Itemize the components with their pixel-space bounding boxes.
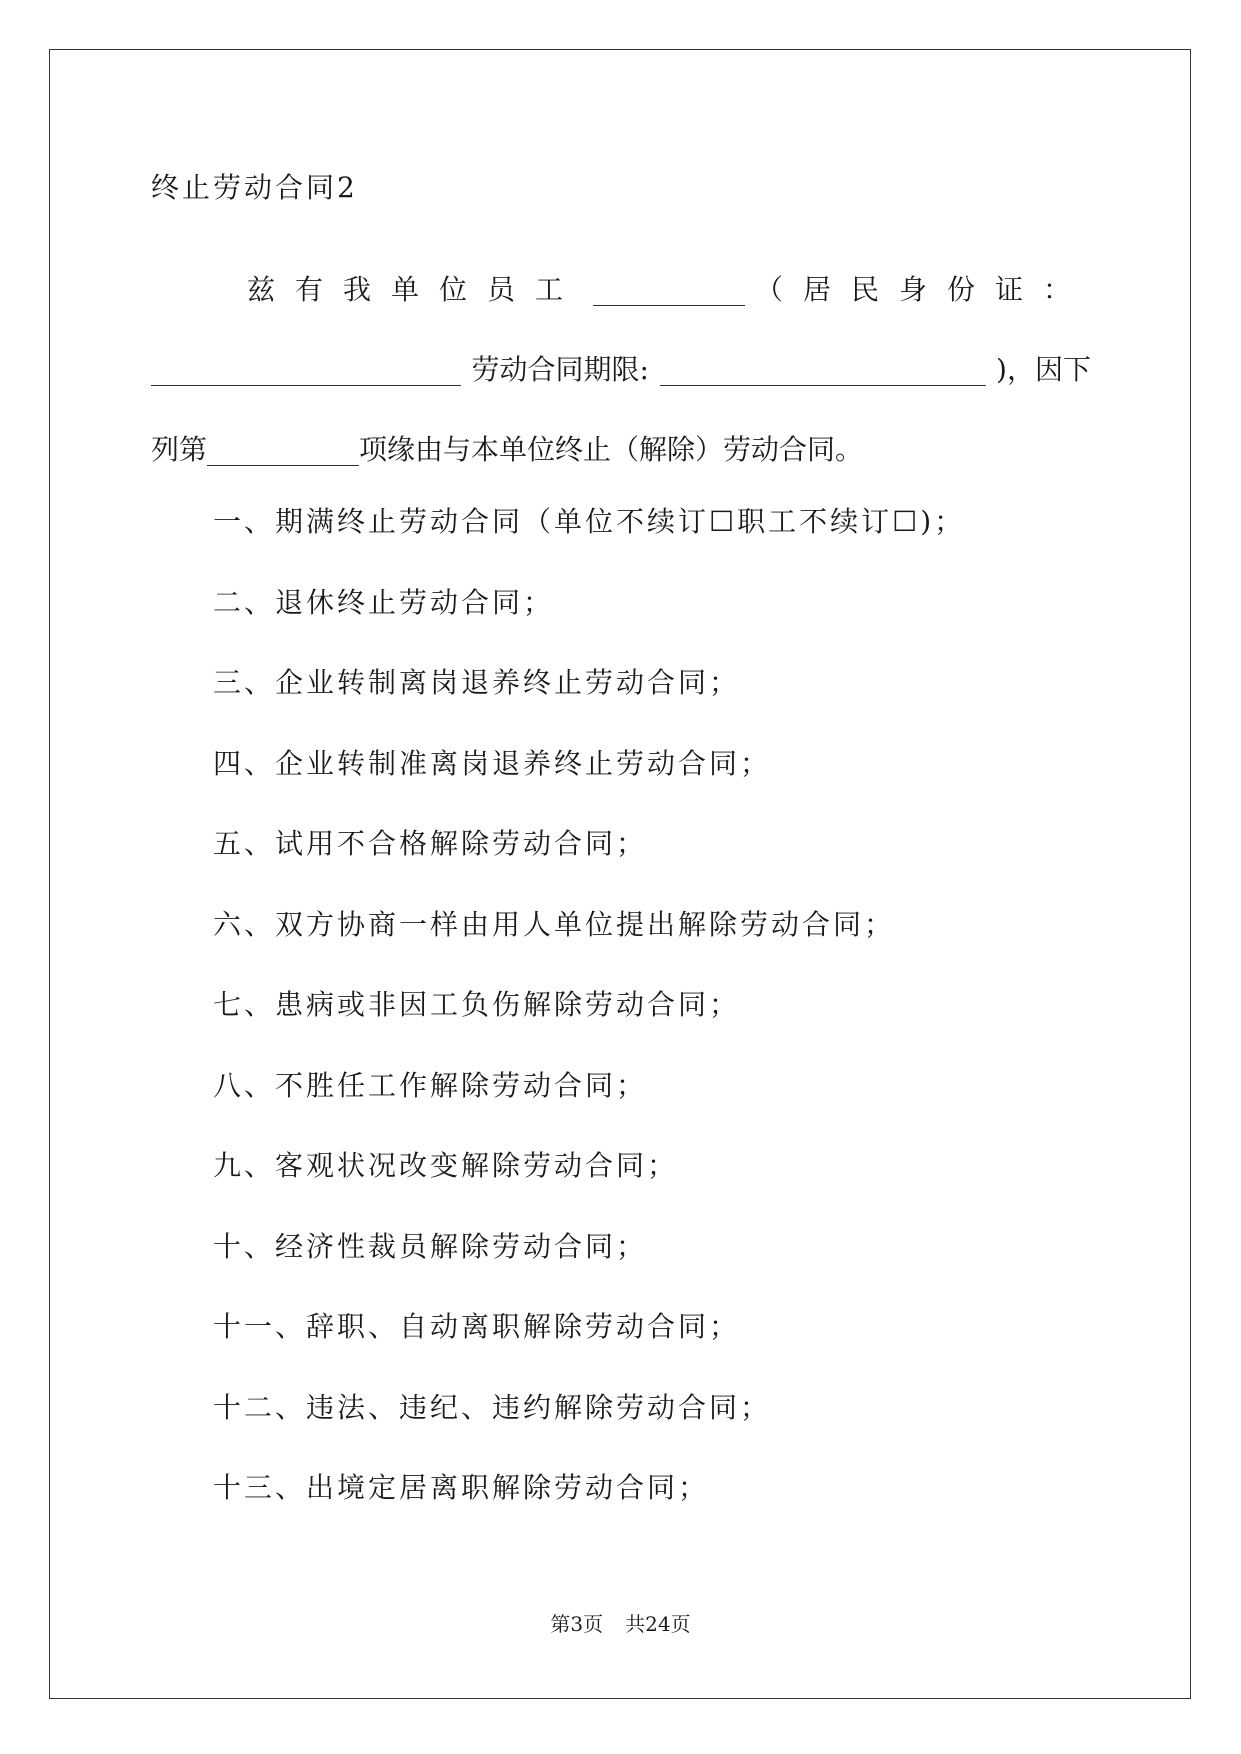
page-number-total: 共24页	[625, 1612, 691, 1636]
document-title: 终止劳动合同2	[151, 171, 358, 204]
employee-name-blank[interactable]	[593, 275, 745, 306]
id-number-blank[interactable]	[151, 355, 461, 386]
list-item: 七、患病或非因工负伤解除劳动合同；	[213, 988, 741, 1021]
list-item: 十、经济性裁员解除劳动合同；	[213, 1229, 648, 1263]
intro-line-3	[151, 410, 1091, 490]
list-item: 三、企业转制离岗退养终止劳动合同；	[213, 666, 741, 699]
item-number-blank[interactable]	[207, 435, 359, 466]
list-item: 一、期满终止劳动合同（单位不续订☐职工不续订☐)；	[213, 505, 966, 538]
intro-line-2-suffix: )，因下	[996, 353, 1091, 386]
intro-line-2-middle: 劳动合同期限:	[471, 353, 649, 386]
list-item: 十二、违法、违纪、违约解除劳动合同；	[213, 1390, 772, 1424]
page-footer	[0, 1610, 1241, 1638]
intro-line-1-prefix: 兹有我单位员工	[247, 273, 584, 306]
list-item: 十一、辞职、自动离职解除劳动合同；	[213, 1310, 741, 1343]
list-item: 十三、出境定居离职解除劳动合同；	[213, 1471, 710, 1504]
termination-reasons-list	[213, 482, 965, 1529]
intro-line-3-suffix: 项缘由与本单位终止（解除）劳动合同。	[359, 433, 864, 466]
intro-line-3-prefix: 列第	[151, 433, 208, 466]
list-item: 五、试用不合格解除劳动合同；	[213, 827, 648, 860]
intro-line-2	[151, 330, 1091, 410]
list-item: 四、企业转制准离岗退养终止劳动合同；	[213, 746, 772, 780]
intro-line-1	[151, 250, 1091, 330]
page-number-current: 第3页	[550, 1612, 604, 1636]
list-item: 八、不胜任工作解除劳动合同；	[213, 1068, 648, 1102]
list-item: 二、退休终止劳动合同；	[213, 585, 555, 619]
intro-line-1-suffix: （居民身份证：	[754, 273, 1091, 306]
intro-paragraph	[151, 250, 1091, 490]
list-item: 六、双方协商一样由用人单位提出解除劳动合同；	[213, 907, 896, 941]
list-item: 九、客观状况改变解除劳动合同；	[213, 1149, 679, 1182]
contract-term-blank[interactable]	[660, 355, 986, 386]
